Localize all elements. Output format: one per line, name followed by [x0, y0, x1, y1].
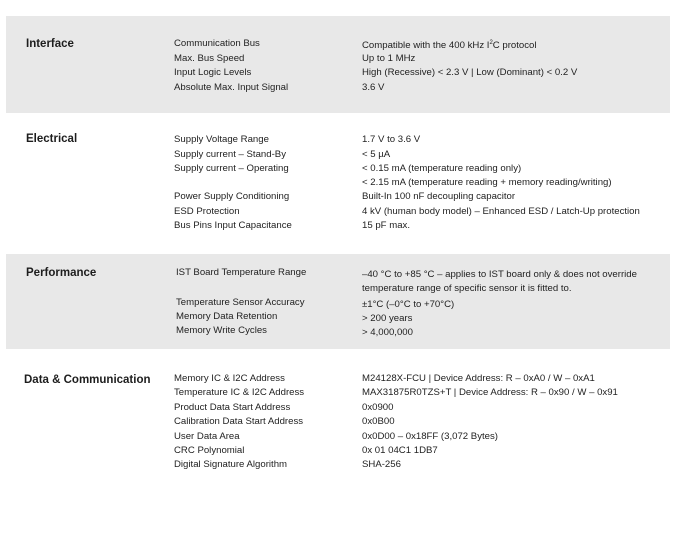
spec-value: MAX31875R0TZS+T | Device Address: R – 0x90 / W – 0x91 — [362, 387, 618, 398]
spec-value: < 2.15 mA (temperature reading + memory reading/writing) — [362, 177, 612, 188]
spec-value: > 4,000,000 — [362, 327, 413, 338]
spec-label: Supply current – Operating — [174, 163, 289, 174]
spec-label: Supply current – Stand-By — [174, 149, 286, 160]
spec-label: Bus Pins Input Capacitance — [174, 220, 292, 231]
spec-label: IST Board Temperature Range — [176, 267, 307, 278]
spec-label: Absolute Max. Input Signal — [174, 82, 289, 93]
spec-value: 0x0D00 – 0x18FF (3,072 Bytes) — [362, 431, 498, 442]
spec-value: 1.7 V to 3.6 V — [362, 134, 421, 145]
electrical-title: Electrical — [26, 133, 78, 145]
spec-value: 4 kV (human body model) – Enhanced ESD / Latch-Up protection — [362, 206, 640, 217]
spec-label: ESD Protection — [174, 206, 240, 217]
spec-value-part: C protocol — [492, 40, 537, 51]
spec-value: M24128X-FCU | Device Address: R – 0xA0 / W – 0xA1 — [362, 373, 595, 384]
spec-label: Temperature IC & I2C Address — [174, 387, 305, 398]
spec-label: Memory Data Retention — [176, 311, 278, 322]
spec-value: SHA-256 — [362, 459, 401, 470]
spec-value: 0x0900 — [362, 402, 394, 413]
spec-value: Up to 1 MHz — [362, 53, 416, 64]
spec-label: Product Data Start Address — [174, 402, 291, 413]
spec-label: Max. Bus Speed — [174, 53, 245, 64]
spec-label: Calibration Data Start Address — [174, 416, 304, 427]
spec-value: 0x 01 04C1 1DB7 — [362, 445, 438, 456]
spec-value-part: Compatible with the 400 kHz I — [362, 40, 490, 51]
spec-value: High (Recessive) < 2.3 V | Low (Dominant) < 0.2 V — [362, 67, 578, 78]
spec-value: temperature range of specific sensor it is fitted to. — [362, 283, 572, 294]
spec-value: 0x0B00 — [362, 416, 395, 427]
spec-label: Memory Write Cycles — [176, 325, 267, 336]
spec-value: Built-In 100 nF decoupling capacitor — [362, 191, 516, 202]
spec-value: 3.6 V — [362, 82, 385, 93]
performance-title: Performance — [26, 267, 97, 279]
spec-value — [362, 37, 537, 52]
spec-label: Supply Voltage Range — [174, 134, 269, 145]
data-communication-title: Data & Communication — [24, 374, 151, 386]
electrical-section — [6, 120, 670, 242]
interface-title: Interface — [26, 38, 74, 50]
spec-label: CRC Polynomial — [174, 445, 245, 456]
spec-value: ±1°C (–0°C to +70°C) — [362, 299, 455, 310]
spec-label: Input Logic Levels — [174, 67, 252, 78]
spec-label: User Data Area — [174, 431, 240, 442]
spec-value: < 5 µA — [362, 149, 391, 160]
spec-value: 15 pF max. — [362, 220, 410, 231]
data-communication-section — [6, 360, 670, 478]
spec-label: Communication Bus — [174, 38, 260, 49]
spec-value: > 200 years — [362, 313, 413, 324]
spec-label: Memory IC & I2C Address — [174, 373, 285, 384]
spec-label: Temperature Sensor Accuracy — [176, 297, 305, 308]
spec-value: < 0.15 mA (temperature reading only) — [362, 163, 522, 174]
spec-value: –40 °C to +85 °C – applies to IST board only & does not override — [362, 269, 637, 280]
interface-section — [6, 16, 670, 113]
performance-section — [6, 254, 670, 349]
spec-label: Digital Signature Algorithm — [174, 459, 288, 470]
spec-value-superscript: 2 — [489, 40, 493, 46]
spec-label: Power Supply Conditioning — [174, 191, 290, 202]
